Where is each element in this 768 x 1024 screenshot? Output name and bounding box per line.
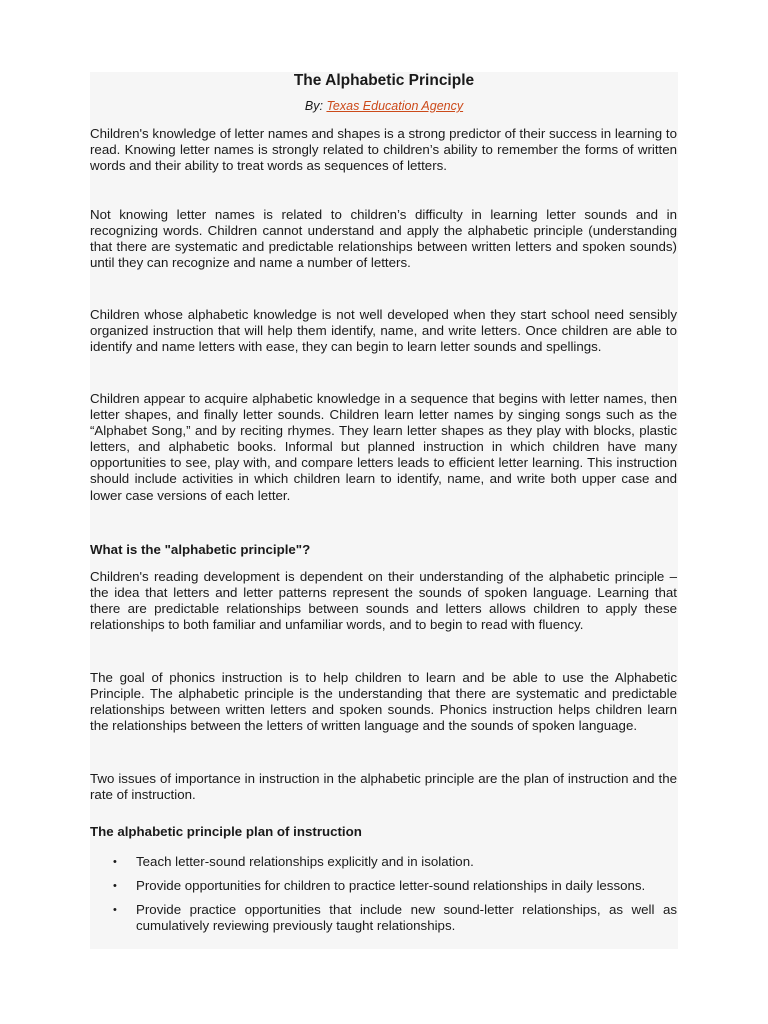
bullet-icon: • [113, 904, 117, 917]
list-item [90, 854, 677, 870]
bullet-list [90, 854, 677, 942]
paragraph: Two issues of importance in instruction in the alphabetic principle are the plan of instruction and the rate of instruction. [90, 771, 677, 803]
section-heading: The alphabetic principle plan of instruction [90, 824, 362, 839]
list-item [90, 902, 677, 934]
list-item-text: Provide opportunities for children to practice letter-sound relationships in daily lessons. [136, 878, 646, 894]
page-title: The Alphabetic Principle [293, 72, 475, 89]
paragraph: Children whose alphabetic knowledge is not well developed when they start school need sensibly organized instruction that will help them identify, name, and write letters. Once children are able to identify and name letters with ease, they can begin to learn letter sounds and spellings. [90, 307, 677, 355]
paragraph: The goal of phonics instruction is to help children to learn and be able to use the Alphabetic Principle. The alphabetic principle is the understanding that there are systematic and predictable relationships between written letters and spoken sounds. Phonics instruction helps children learn the relationships between the letters of written language and the sounds of spoken language. [90, 670, 677, 734]
paragraph: Not knowing letter names is related to children’s difficulty in learning letter sounds and in recognizing words. Children cannot understand and apply the alphabetic principle (understanding that there are systematic and predictable relationships between written letters and spoken sounds) until they can recognize and name a number of letters. [90, 207, 677, 271]
section-heading: What is the "alphabetic principle"? [90, 542, 311, 557]
list-item-text: Teach letter-sound relationships explicitly and in isolation. [136, 854, 474, 869]
byline-label: By: [304, 99, 323, 113]
paragraph: Children's knowledge of letter names and shapes is a strong predictor of their success in learning to read. Knowing letter names is strongly related to children’s ability to remember the forms of written words and their ability to treat words as sequences of letters. [90, 126, 677, 174]
document-page [90, 72, 678, 949]
bullet-icon: • [113, 856, 117, 868]
list-item [90, 878, 677, 894]
author-link[interactable]: Texas Education Agency [326, 99, 464, 113]
bullet-icon: • [113, 880, 117, 893]
list-item-text: Provide practice opportunities that include new sound-letter relationships, as well as cumulatively reviewing previously taught relationships. [136, 902, 677, 934]
byline [0, 98, 768, 114]
paragraph: Children's reading development is dependent on their understanding of the alphabetic principle – the idea that letters and letter patterns represent the sounds of spoken language. Learning that there are predictable relationships between sounds and letters allows children to apply these relationships to both familiar and unfamiliar words, and to begin to read with fluency. [90, 569, 677, 633]
paragraph: Children appear to acquire alphabetic knowledge in a sequence that begins with letter names, then letter shapes, and finally letter sounds. Children learn letter names by singing songs such as the “Alphabet Song,” and by reciting rhymes. They learn letter shapes as they play with blocks, plastic letters, and alphabetic books. Informal but planned instruction in which children have many opportunities to see, play with, and compare letters leads to efficient letter learning. This instruction should include activities in which children learn to identify, name, and write both upper case and lower case versions of each letter. [90, 391, 677, 503]
